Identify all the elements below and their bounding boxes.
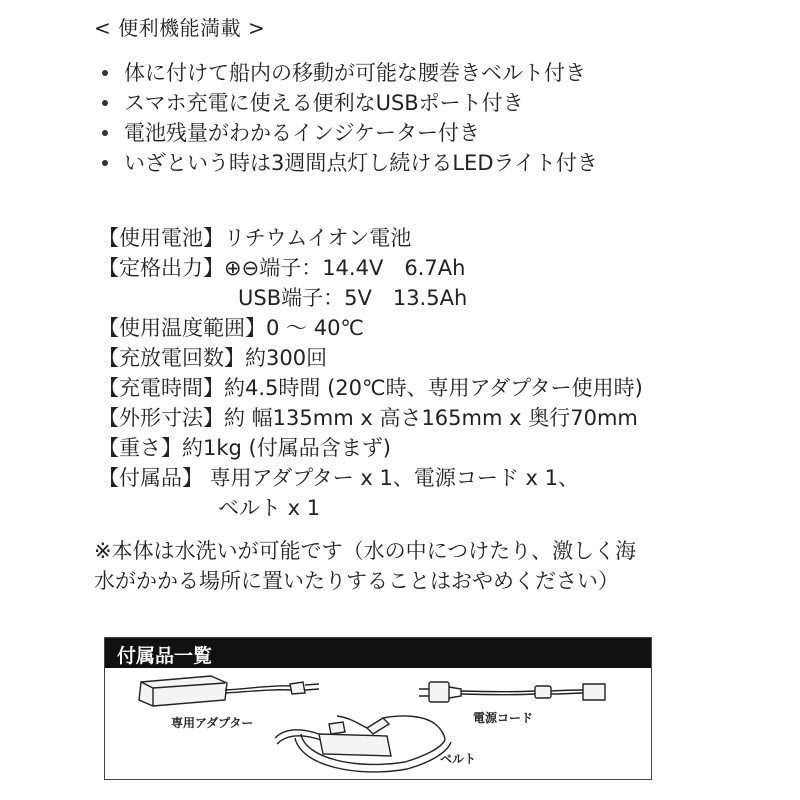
list-item: スマホ充電に使える便利なUSBポート付き	[100, 88, 598, 118]
spec-charge-time: 【充電時間】約4.5時間 (20℃時、専用アダプター使用時)	[98, 376, 643, 400]
accessory-illustration	[105, 638, 652, 780]
care-note	[94, 536, 636, 596]
spec-temperature: 【使用温度範囲】0 ～ 40℃	[98, 316, 365, 340]
belt-label: ベルト	[440, 752, 477, 766]
belt-drawing	[275, 716, 451, 772]
spec-accessories: 【付属品】 専用アダプター x 1、電源コード x 1、	[98, 466, 580, 490]
spec-cycles: 【充放電回数】約300回	[98, 346, 328, 370]
adapter-label: 専用アダプター	[171, 716, 254, 730]
adapter-drawing	[139, 676, 319, 706]
accessory-figure	[104, 637, 652, 780]
list-item: 電池残量がわかるインジケーター付き	[100, 118, 598, 148]
spec-weight: 【重さ】約1kg (付属品含まず)	[98, 436, 391, 460]
list-item: 体に付けて船内の移動が可能な腰巻きベルト付き	[100, 58, 598, 88]
power-cord-drawing	[419, 682, 605, 702]
spec-battery: 【使用電池】リチウムイオン電池	[98, 226, 412, 250]
care-note-line: 水がかかる場所に置いたりすることはおやめください）	[94, 569, 619, 593]
feature-list	[100, 58, 598, 178]
power-cord-label: 電源コード	[473, 711, 534, 725]
spec-output-usb: USB端子：5V 13.5Ah	[238, 286, 468, 310]
feature-heading: < 便利機能満載 >	[94, 16, 266, 40]
figure-title: 付属品一覧	[117, 645, 213, 667]
spec-accessories-belt: ベルト x 1	[218, 496, 321, 520]
spec-dimensions: 【外形寸法】約 幅135mm x 高さ165mm x 奥行70mm	[98, 406, 638, 430]
spec-output: 【定格出力】⊕⊖端子：14.4V 6.7Ah	[98, 256, 466, 280]
care-note-line: ※本体は水洗いが可能です（水の中につけたり、激しく海	[94, 539, 637, 563]
spec-section	[98, 223, 643, 523]
list-item: いざという時は3週間点灯し続けるLEDライト付き	[100, 148, 598, 178]
